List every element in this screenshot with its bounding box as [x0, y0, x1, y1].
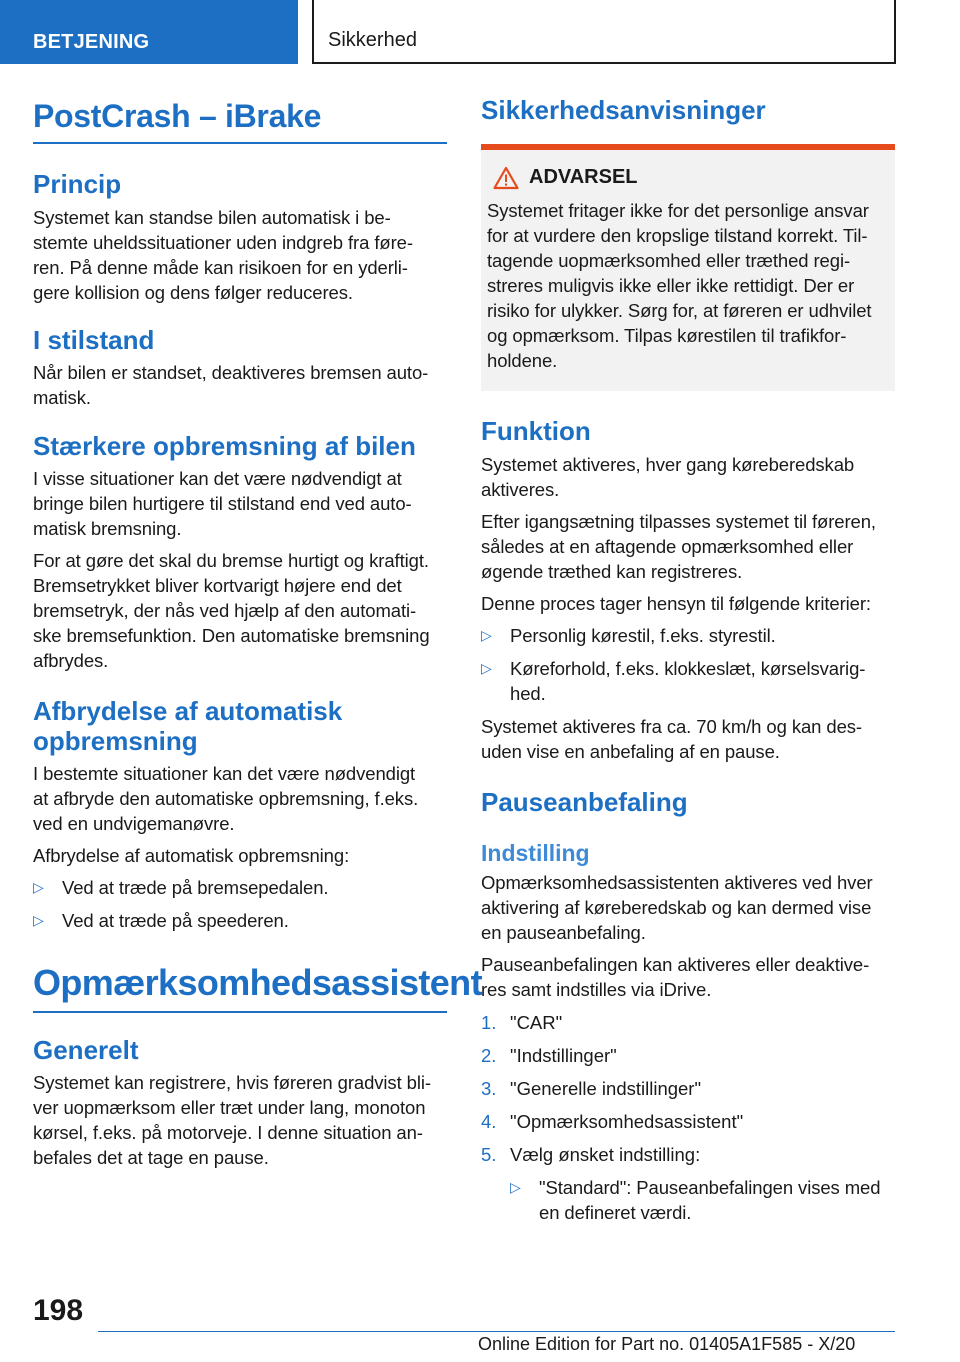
text-line: og opmærksom. Tilpas kørestilen til trafikfor- [487, 324, 847, 346]
list-item-text: "Standard": Pauseanbefalingen vises med [539, 1177, 881, 1199]
text-line: Bremsetrykket bliver kortvarigt højere end det [33, 574, 402, 596]
step-text: "CAR" [510, 1012, 563, 1034]
step-item [481, 1010, 895, 1035]
triangle-bullet-icon: ▷ [481, 659, 492, 676]
section-tab [312, 0, 896, 64]
funktion-text-3: Denne proces tager hensyn til følgende kriterier: [481, 592, 871, 614]
text-line: I bestemte situationer kan det være nødvendigt [33, 763, 416, 785]
text-line: ske bremsefunktion. Den automatiske bremsning [33, 624, 430, 646]
list-item-text: hed. [510, 682, 546, 704]
pause-heading: Pauseanbefaling [481, 786, 688, 817]
staerkere-text-1 [33, 466, 447, 541]
list-item [33, 908, 447, 933]
text-line: øgende træthed kan registreres. [481, 560, 743, 582]
stilstand-heading: I stilstand [33, 324, 155, 355]
text-line: tagende uopmærksomhed eller træthed regi- [487, 249, 851, 271]
right-column [481, 96, 895, 1225]
triangle-bullet-icon: ▷ [33, 879, 44, 896]
staerkere-heading: Stærkere opbremsning af bilen [33, 430, 416, 461]
text-line: Når bilen er standset, deaktiveres bremsen auto- [33, 361, 429, 383]
text-line: således at en aftagende opmærksomhed eller [481, 535, 854, 557]
text-line: I visse situationer kan det være nødvendigt at [33, 467, 402, 489]
pause-text-1 [481, 870, 895, 945]
funktion-text-1 [481, 452, 895, 502]
step-text: "Generelle indstillinger" [510, 1078, 702, 1100]
text-line: gere kollision og dens følger reduceres. [33, 281, 353, 303]
text-line: res samt indstilles via iDrive. [481, 979, 712, 1001]
stilstand-text [33, 360, 447, 410]
step-number: 5. [481, 1144, 497, 1166]
text-line: holdene. [487, 349, 558, 371]
afbrydelse-text-1 [33, 761, 447, 836]
text-line: matisk. [33, 386, 91, 408]
triangle-bullet-icon: ▷ [510, 1179, 521, 1196]
list-item [510, 1175, 895, 1225]
text-line: For at gøre det skal du bremse hurtigt og kraftigt. [33, 549, 429, 571]
text-line: Pauseanbefalingen kan aktiveres eller deaktive- [481, 954, 870, 976]
warning-triangle-icon [493, 166, 519, 190]
step-text: "Opmærksomhedsassistent" [510, 1111, 744, 1133]
step-text: Vælg ønsket indstilling: [510, 1144, 701, 1166]
text-line: Systemet fritager ikke for det personlige ansvar [487, 199, 869, 221]
text-line: bremsetryk, der nås ved hjælp af den automati- [33, 599, 417, 621]
assistant-title: Opmærksomhedsassistent [33, 961, 447, 1012]
heading-line: opbremsning [33, 725, 198, 756]
step-number: 3. [481, 1078, 497, 1100]
edition-text: Online Edition for Part no. 01405A1F585 - X/20 [478, 1334, 856, 1354]
princip-text [33, 205, 447, 305]
afbrydelse-text-2: Afbrydelse af automatisk opbremsning: [33, 845, 350, 867]
text-line: matisk bremsning. [33, 517, 182, 539]
text-line: ved en undvigemanøvre. [33, 813, 235, 835]
staerkere-text-2 [33, 548, 447, 673]
triangle-bullet-icon: ▷ [481, 626, 492, 643]
section-label: Sikkerhed [328, 29, 417, 51]
triangle-bullet-icon: ▷ [33, 912, 44, 929]
generelt-text [33, 1070, 447, 1170]
chapter-label: BETJENING [33, 31, 150, 53]
text-line: Efter igangsætning tilpasses systemet til føreren, [481, 510, 876, 532]
list-item [481, 623, 895, 648]
text-line: afbrydes. [33, 649, 109, 671]
funktion-text-4 [481, 714, 895, 764]
funktion-text-2 [481, 509, 895, 584]
text-line: aktivering af køreberedskab og kan dermed vise [481, 897, 872, 919]
warning-box [481, 144, 895, 391]
page-number: 198 [33, 1294, 84, 1327]
warning-label: ADVARSEL [529, 166, 638, 189]
left-column [33, 96, 482, 1170]
step-number: 2. [481, 1045, 497, 1067]
text-line: uden vise en anbefaling af en pause. [481, 740, 780, 762]
step-number: 1. [481, 1012, 497, 1034]
warning-title [493, 166, 889, 190]
text-line: streres muligvis ikke eller ikke rettidigt. Der er [487, 274, 855, 296]
text-line: en pauseanbefaling. [481, 922, 646, 944]
funktion-heading: Funktion [481, 415, 591, 446]
text-line: Systemet kan standse bilen automatisk i be- [33, 206, 391, 228]
text-line: stemte uheldssituationer uden indgreb fra føre- [33, 231, 413, 253]
text-line: Opmærksomhedsassistenten aktiveres ved hver [481, 872, 873, 894]
step-text: "Indstillinger" [510, 1045, 617, 1067]
page-title: PostCrash – iBrake [33, 96, 447, 144]
list-item-text: Ved at træde på speederen. [62, 910, 289, 932]
text-line: Systemet aktiveres, hver gang køreberedskab [481, 453, 855, 475]
list-item [481, 656, 895, 706]
text-line: bringe bilen hurtigere til stilstand end ved auto- [33, 492, 412, 514]
pause-text-2 [481, 952, 895, 1002]
afbrydelse-heading [33, 697, 447, 757]
text-line: Systemet aktiveres fra ca. 70 km/h og kan des- [481, 715, 862, 737]
princip-heading: Princip [33, 169, 122, 199]
text-line: kørsel, f.eks. på motorveje. I denne situation an- [33, 1121, 423, 1143]
step-number: 4. [481, 1111, 497, 1133]
step-item [481, 1043, 895, 1068]
step-item [481, 1142, 895, 1167]
indstilling-heading: Indstilling [481, 839, 590, 866]
sikkerhed-title: Sikkerhedsanvisninger [481, 95, 766, 125]
list-item-text: Personlig kørestil, f.eks. styrestil. [510, 624, 776, 646]
list-item-text: Ved at træde på bremsepedalen. [62, 877, 329, 899]
footer-divider [98, 1331, 895, 1332]
text-line: befales det at tage en pause. [33, 1146, 269, 1168]
list-item [33, 875, 447, 900]
text-line: risiko for ulykker. Sørg for, at føreren er udhvilet [487, 299, 872, 321]
text-line: ren. På denne måde kan risikoen for en yderli- [33, 256, 408, 278]
text-line: at afbryde den automatiske opbremsning, f.eks. [33, 788, 419, 810]
generelt-heading: Generelt [33, 1034, 139, 1065]
list-item-text: Køreforhold, f.eks. klokkeslæt, kørselsvarig- [510, 657, 866, 679]
chapter-tab [0, 0, 298, 64]
warning-text [487, 198, 889, 373]
text-line: for at vurdere den kropslige tilstand korrekt. Til- [487, 224, 868, 246]
text-line: ver uopmærksom eller træt under lang, monoton [33, 1096, 426, 1118]
step-item [481, 1109, 895, 1134]
text-line: aktiveres. [481, 478, 560, 500]
step-item [481, 1076, 895, 1101]
text-line: Systemet kan registrere, hvis føreren gradvist bli- [33, 1071, 431, 1093]
heading-line: Afbrydelse af automatisk [33, 695, 343, 726]
list-item-text: en defineret værdi. [539, 1202, 692, 1224]
